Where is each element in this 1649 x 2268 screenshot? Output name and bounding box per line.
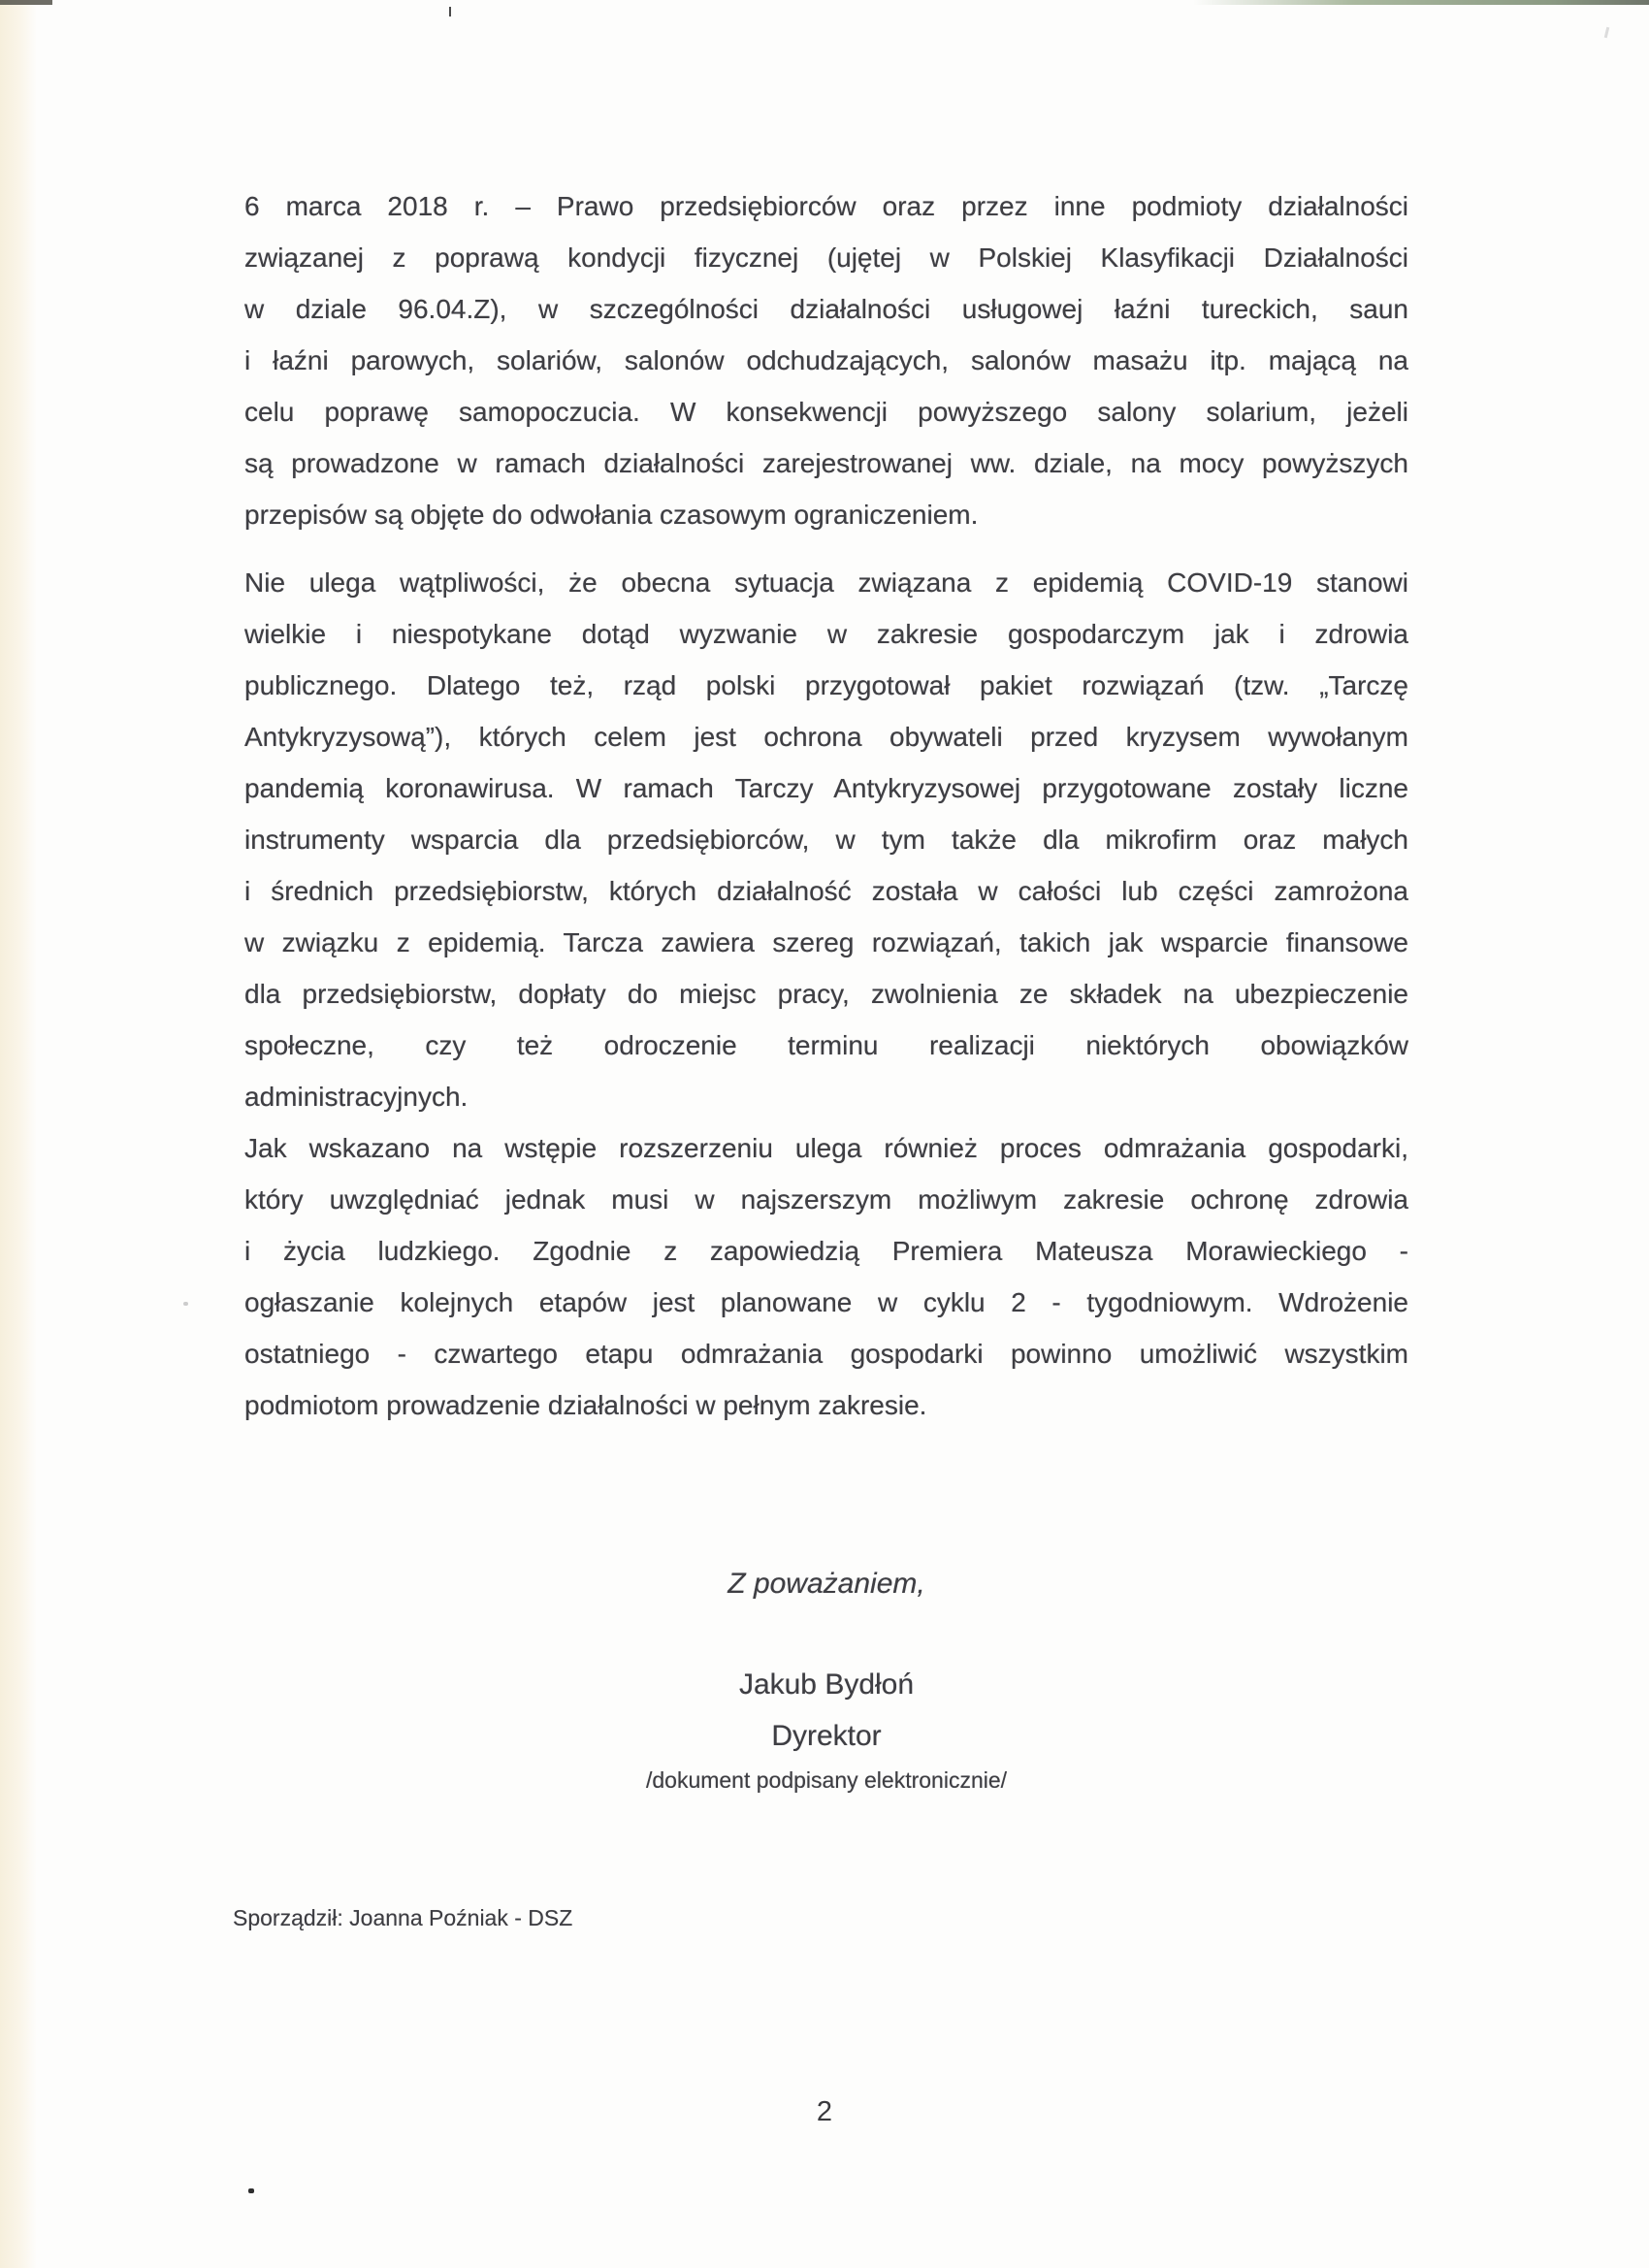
- text-line: dla przedsiębiorstw, dopłaty do miejsc pracy, zwolnienia ze składek na ubezpieczenie: [244, 979, 1408, 1009]
- paragraph-3: [244, 1122, 1408, 1431]
- prepared-by-note: Sporządził: Joanna Poźniak - DSZ: [233, 1905, 573, 1930]
- scan-top-right-edge: [1193, 0, 1649, 5]
- text-line: ostatniego - czwartego etapu odmrażania gospodarki powinno umożliwić wszystkim: [244, 1339, 1408, 1369]
- signer-name: Jakub Bydłoń: [738, 1669, 915, 1701]
- text-line: i życia ludzkiego. Zgodnie z zapowiedzią Premiera Mateusza Morawieckiego -: [244, 1236, 1408, 1266]
- text-line: przepisów są objęte do odwołania czasowym ograniczeniem.: [244, 500, 979, 530]
- electronic-signature-note: /dokument podpisany elektronicznie/: [645, 1767, 1008, 1793]
- text-line: i średnich przedsiębiorstw, których działalność została w całości lub części zamrożona: [244, 876, 1408, 906]
- text-line: celu poprawę samopoczucia. W konsekwencji powyższego salony solarium, jeżeli: [244, 397, 1408, 427]
- scan-speck-artifact: [1604, 27, 1610, 38]
- text-line: publicznego. Dlatego też, rząd polski przygotował pakiet rozwiązań (tzw. „Tarczę: [244, 670, 1408, 700]
- text-line: w związku z epidemią. Tarcza zawiera szereg rozwiązań, takich jak wsparcie finansowe: [244, 927, 1408, 957]
- letter-body: [244, 180, 1408, 1431]
- text-line: administracyjnych.: [244, 1082, 469, 1112]
- text-line: społeczne, czy też odroczenie terminu realizacji niektórych obowiązków: [244, 1030, 1408, 1060]
- text-line: Nie ulega wątpliwości, że obecna sytuacja związana z epidemią COVID-19 stanowi: [244, 567, 1408, 598]
- scan-left-edge-strip: [0, 0, 37, 2268]
- scan-top-left-edge: [0, 0, 52, 5]
- text-line: wielkie i niespotykane dotąd wyzwanie w zakresie gospodarczym jak i zdrowia: [244, 619, 1408, 649]
- paragraph-2: [244, 557, 1408, 1122]
- text-line: który uwzględniać jednak musi w najszerszym możliwym zakresie ochronę zdrowia: [244, 1184, 1408, 1215]
- text-line: i łaźni parowych, solariów, salonów odchudzających, salonów masażu itp. mającą na: [244, 345, 1408, 375]
- text-line: pandemią koronawirusa. W ramach Tarczy Antykryzysowej przygotowane zostały liczne: [244, 773, 1408, 803]
- text-line: instrumenty wsparcia dla przedsiębiorców, w tym także dla mikrofirm oraz małych: [244, 825, 1408, 855]
- text-line: w dziale 96.04.Z), w szczególności działalności usługowej łaźni tureckich, saun: [244, 294, 1408, 324]
- text-line: ogłaszanie kolejnych etapów jest planowane w cyklu 2 - tygodniowym. Wdrożenie: [244, 1287, 1408, 1317]
- scan-tick-artifact: [449, 7, 451, 16]
- closing-block: [244, 1564, 1408, 1797]
- page-number: 2: [816, 2096, 833, 2127]
- valediction: Z poważaniem,: [728, 1568, 925, 1600]
- text-line: podmiotom prowadzenie działalności w pełnym zakresie.: [244, 1390, 927, 1420]
- text-line: 6 marca 2018 r. – Prawo przedsiębiorców oraz przez inne podmioty działalności: [244, 191, 1408, 221]
- text-line: są prowadzone w ramach działalności zarejestrowanej ww. dziale, na mocy powyższych: [244, 448, 1408, 478]
- paragraph-1: [244, 180, 1408, 540]
- text-line: związanej z poprawą kondycji fizycznej (ujętej w Polskiej Klasyfikacji Działalności: [244, 243, 1408, 273]
- text-line: Antykryzysową”), których celem jest ochrona obywateli przed kryzysem wywołanym: [244, 722, 1408, 752]
- signer-title: Dyrektor: [771, 1720, 882, 1752]
- scan-dot-artifact: [248, 2188, 254, 2193]
- scan-speck-artifact: [183, 1302, 188, 1306]
- text-line: Jak wskazano na wstępie rozszerzeniu ulega również proces odmrażania gospodarki,: [244, 1133, 1408, 1163]
